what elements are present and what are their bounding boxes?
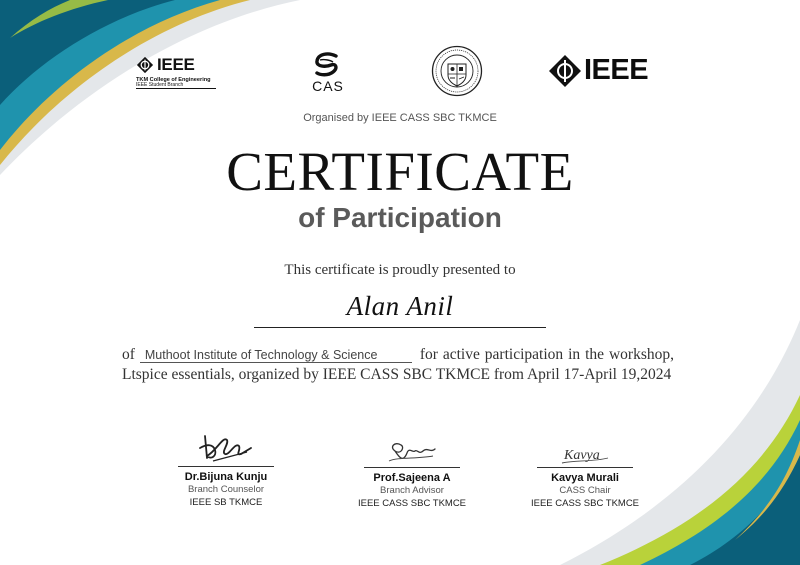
cas-swirl-icon (300, 52, 356, 78)
signature-drawing (377, 437, 447, 467)
signatory-role: Branch Counselor (187, 484, 265, 495)
signatory-org: IEEE SB TKMCE (189, 497, 263, 508)
signature-line (364, 467, 460, 468)
recipient-name: Alan Anil (346, 291, 454, 321)
college-seal-logo (431, 45, 483, 97)
ieee-logo (548, 54, 666, 88)
statement-prefix: of (122, 346, 135, 363)
signature-drawing (191, 430, 261, 466)
participation-statement (122, 345, 674, 384)
signatory-role: CASS Chair (559, 485, 611, 496)
signature-line (537, 467, 633, 468)
signatory-name: Prof.Sajeena A (373, 472, 451, 484)
signatory-branch-counselor (156, 430, 296, 509)
certificate-title: CERTIFICATE (226, 141, 574, 202)
institution-name: Muthoot Institute of Technology & Science (140, 348, 412, 363)
signatory-org: IEEE CASS SBC TKMCE (357, 498, 467, 509)
college-seal-icon (431, 45, 483, 97)
signatory-name: Kavya Murali (551, 472, 619, 484)
ieee-logo-word: IEEE (584, 54, 649, 86)
cas-logo-word: CAS (312, 78, 344, 94)
signatory-name: Dr.Bijuna Kunju (184, 471, 268, 483)
signatory-role: Branch Advisor (380, 485, 444, 496)
signature-line (178, 466, 274, 467)
signature-handwriting: Kavya (564, 448, 600, 463)
ieee-tkm-logo-word: IEEE (157, 55, 195, 74)
ieee-tkm-logo-college: TKM College of Engineering (136, 77, 211, 83)
signature-drawing (550, 443, 620, 467)
ieee-tkm-logo-branch: IEEE Student Branch (136, 83, 216, 89)
ieee-diamond-icon (136, 56, 154, 74)
organised-by-text: Organised by IEEE CASS SBC TKMCE (303, 112, 497, 124)
signatory-cass-chair (515, 443, 655, 510)
recipient-underline (254, 327, 546, 328)
statement-text: for active participation in the workshop, Ltspice essentials, organized by IEEE CASS SBC TKMCE from April 17-April 19,2024 (122, 346, 674, 383)
ieee-tkm-logo (136, 55, 220, 91)
signatory-org: IEEE CASS SBC TKMCE (530, 498, 640, 509)
signatory-branch-advisor (342, 437, 482, 510)
ieee-diamond-icon (548, 54, 582, 88)
presented-to-text: This certificate is proudly presented to (284, 262, 516, 278)
certificate-subtitle: of Participation (298, 202, 502, 233)
cas-logo (300, 52, 356, 96)
